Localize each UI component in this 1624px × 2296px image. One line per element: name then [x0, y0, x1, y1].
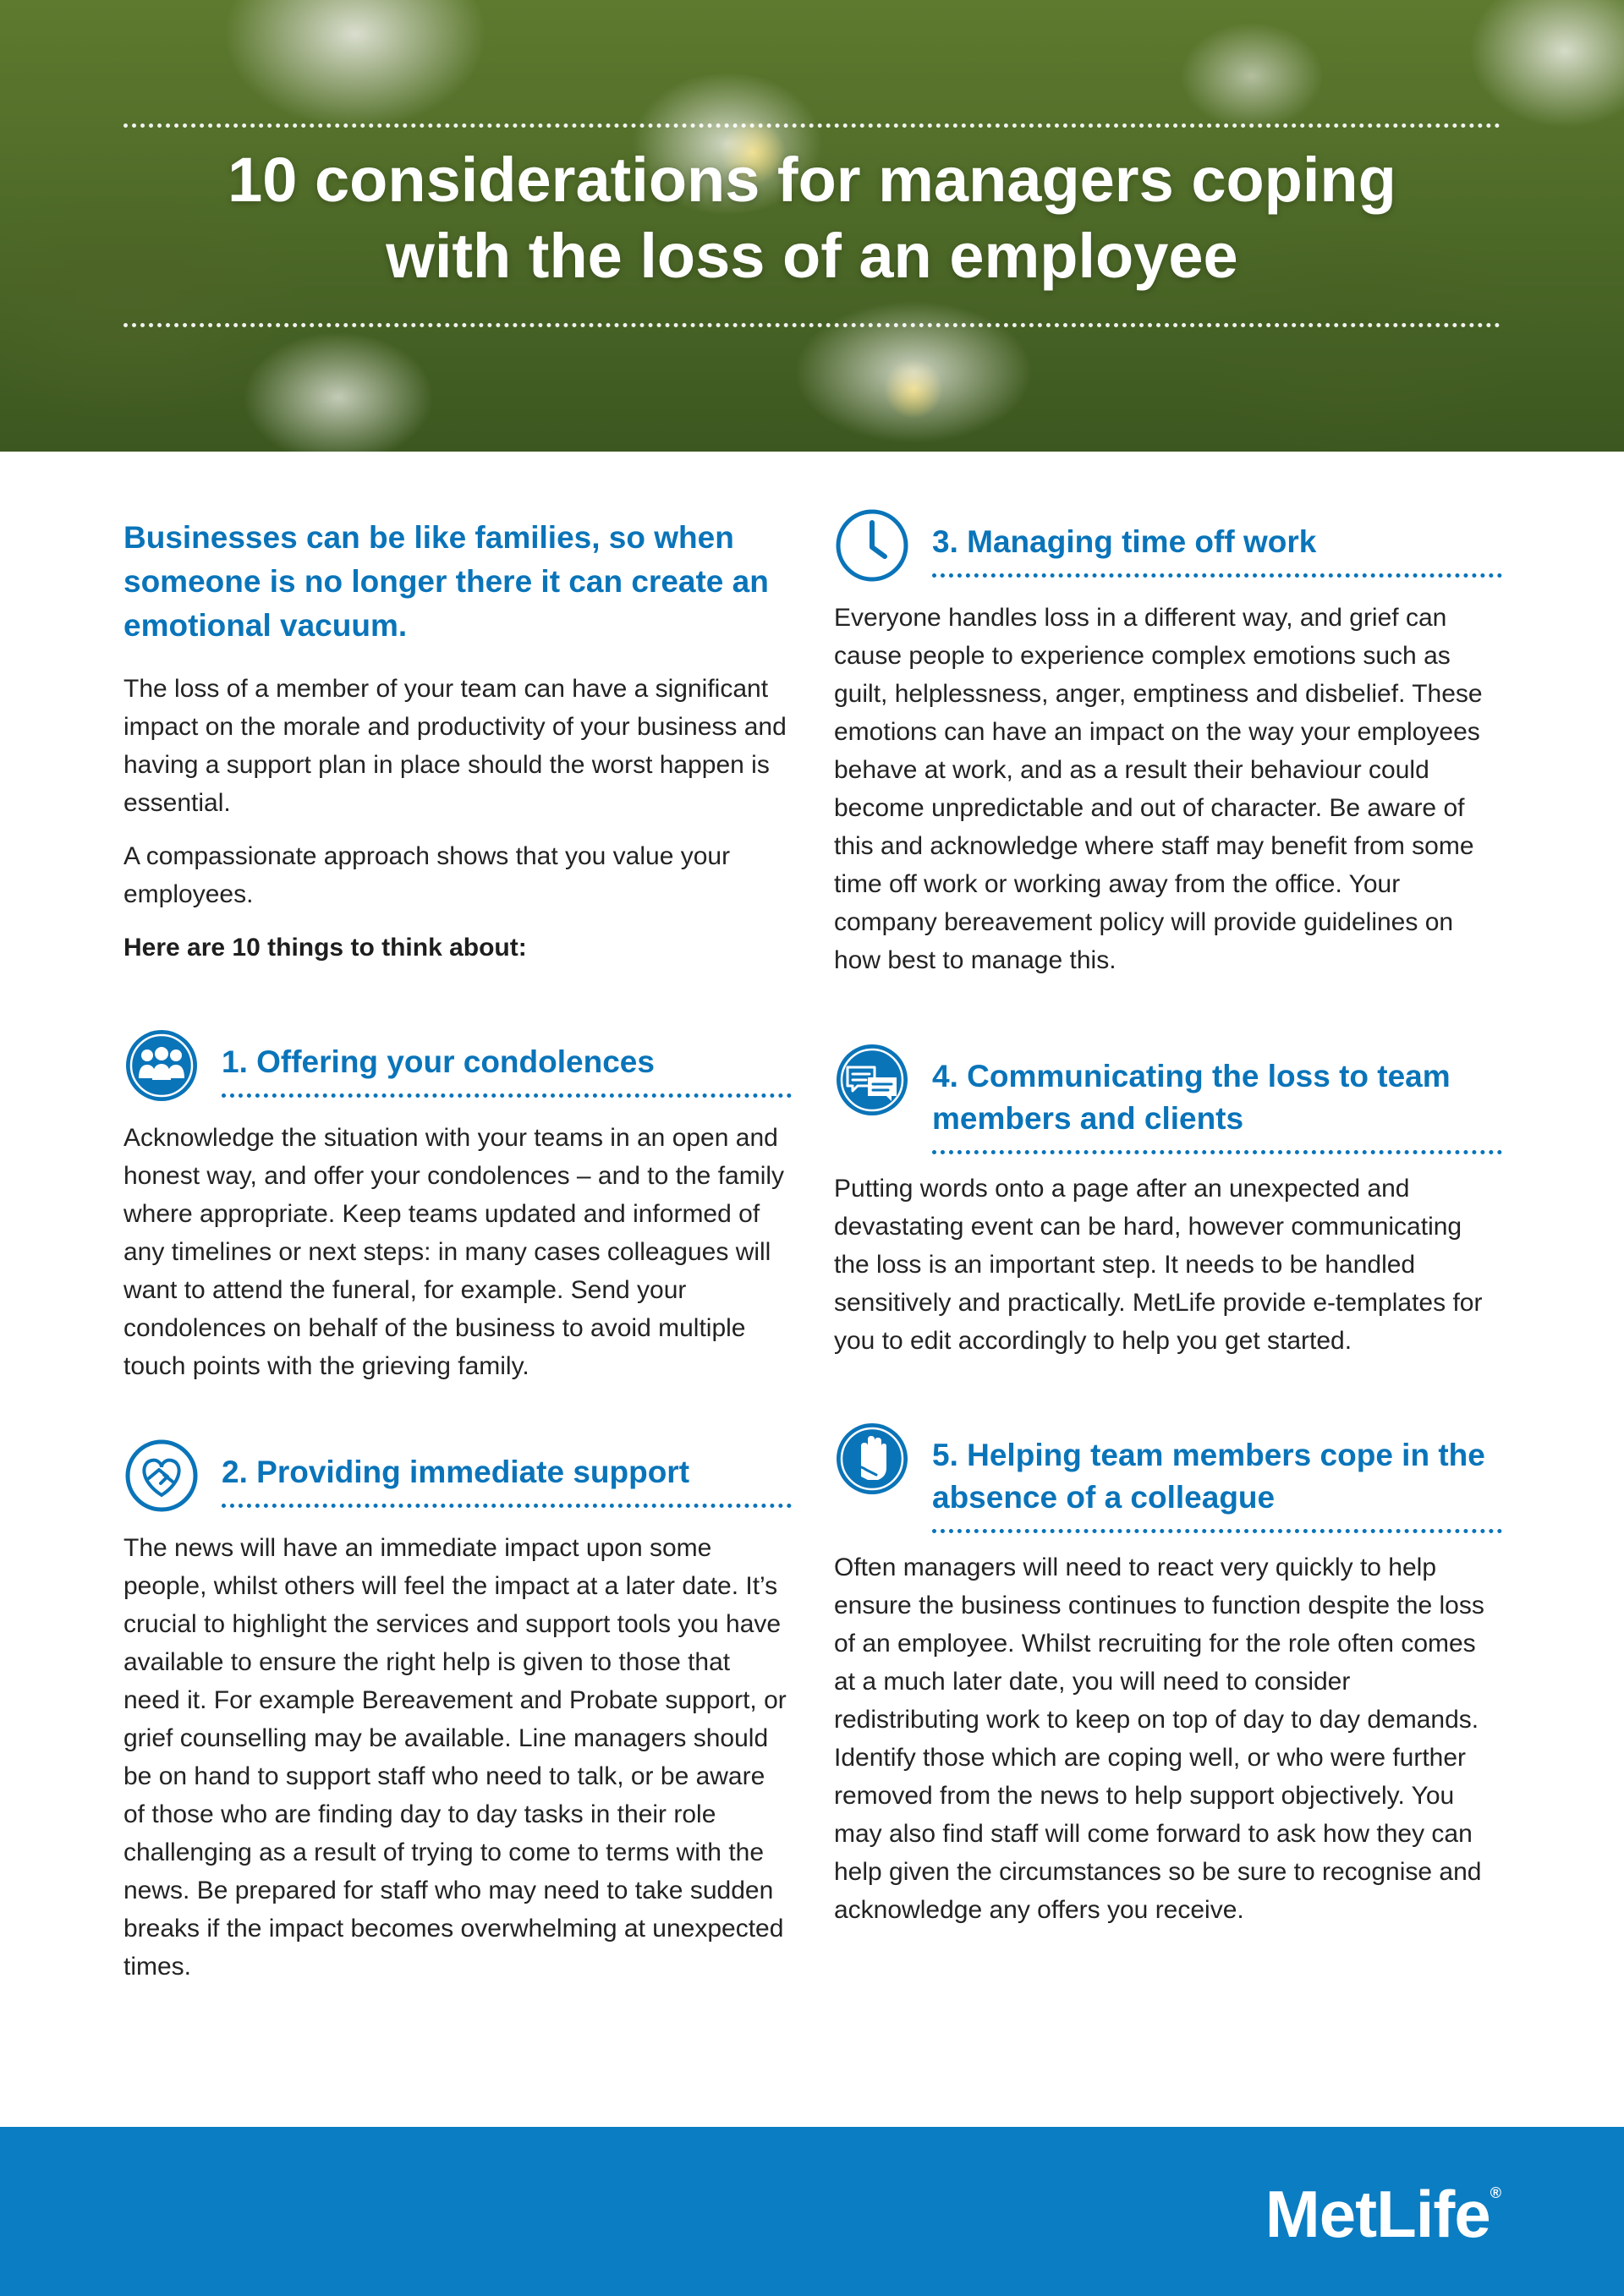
- section-4-dotted-rule: [932, 1150, 1502, 1154]
- section-4-header: [834, 1042, 1502, 1154]
- section-2: [123, 1438, 792, 1986]
- intro-heading: Businesses can be like families, so when someone is no longer there it can create an emotional vacuum.: [123, 520, 769, 643]
- section-2-title: 2. Providing immediate support: [222, 1455, 690, 1489]
- section-5-title: 5. Helping team members cope in the absence of a colleague: [932, 1438, 1485, 1515]
- hero-dotted-rule-top: [123, 123, 1501, 128]
- section-2-header: [123, 1438, 792, 1514]
- section-4-title: 4. Communicating the loss to team members and clients: [932, 1059, 1451, 1136]
- intro-lead: Here are 10 things to think about:: [123, 934, 527, 962]
- section-1-title: 1. Offering your condolences: [222, 1044, 655, 1079]
- hero-banner: [0, 0, 1624, 452]
- section-4-body: Putting words onto a page after an unexpected and devastating event can be hard, however communicating the loss is an important step. It needs to be handled sensitively and practically. MetLife provide e-templates for you to edit accordingly to help you get started.: [834, 1175, 1483, 1355]
- intro-paragraph-1: The loss of a member of your team can have a significant impact on the morale and productivity of your business and having a support plan in place should the worst happen is essential.: [123, 675, 787, 817]
- metlife-logo-text: MetLife: [1265, 2177, 1490, 2251]
- left-column: [123, 507, 792, 2001]
- intro-paragraph-2: A compassionate approach shows that you value your employees.: [123, 842, 731, 908]
- section-1-body: Acknowledge the situation with your teams in an open and honest way, and offer your condolences – and to the family where appropriate. Keep teams updated and informed of any timelines or next steps: in many cases colleagues will want to attend the funeral, for example. Send your condolences on behalf of the business to avoid multiple touch points with the grieving family.: [123, 1124, 785, 1380]
- hero-dotted-rule-bottom: [123, 323, 1501, 327]
- footer-bar: [0, 2127, 1624, 2296]
- section-3-title: 3. Managing time off work: [932, 524, 1317, 559]
- section-1-dotted-rule: [222, 1093, 792, 1098]
- section-5-header: [834, 1421, 1502, 1533]
- page-title-line-2: with the loss of an employee: [386, 221, 1238, 291]
- helping-hands-icon: [834, 1421, 910, 1497]
- section-5: [834, 1421, 1502, 1929]
- section-3-body: Everyone handles loss in a different way, and grief can cause people to experience complex emotions such as guilt, helplessness, anger, emptiness and disbelief. These emotions can have an impact on the way your employees behave at work, and as a result their behaviour could become unpredictable and out of character. Be aware of this and acknowledge where staff may benefit from some time off work or working away from the office. Your company bereavement policy will provide guidelines on how best to manage this.: [834, 604, 1483, 974]
- people-group-icon: [123, 1027, 200, 1104]
- section-3: [834, 507, 1502, 979]
- page-title-line-1: 10 considerations for managers coping: [228, 145, 1396, 215]
- section-3-header: [834, 507, 1502, 584]
- metlife-logo: MetLife®: [1265, 2177, 1501, 2251]
- clock-icon: [834, 507, 910, 584]
- section-5-body: Often managers will need to react very quickly to help ensure the business continues to function despite the loss of an employee. Whilst recruiting for the role often comes at a much later date, you will need to consider redistributing work to keep on top of day to day demands. Identify those which are coping well, or who were further removed from the news to help support objectively. You may also find staff will come forward to ask how they can help given the circumstances so be sure to recognise and acknowledge any offers you receive.: [834, 1553, 1484, 1924]
- heart-hands-icon: [123, 1438, 200, 1514]
- section-4: [834, 1042, 1502, 1360]
- section-1: [123, 1027, 792, 1385]
- page-title: [123, 142, 1501, 294]
- section-3-dotted-rule: [932, 573, 1502, 578]
- section-5-dotted-rule: [932, 1529, 1502, 1533]
- right-column: [834, 507, 1502, 1944]
- section-2-dotted-rule: [222, 1504, 792, 1508]
- section-1-header: [123, 1027, 792, 1104]
- speech-bubbles-icon: [834, 1042, 910, 1118]
- section-2-body: The news will have an immediate impact upon some people, whilst others will feel the impact at a later date. It’s crucial to highlight the services and support tools you have available to ensure the right help is given to those that need it. For example Bereavement and Probate support, or grief counselling may be available. Line managers should be on hand to support staff who need to talk, or be aware of those who are finding day to day tasks in their role challenging as a result of trying to come to terms with the news. Be prepared for staff who may need to take sudden breaks if the impact becomes overwhelming at unexpected times.: [123, 1534, 787, 1981]
